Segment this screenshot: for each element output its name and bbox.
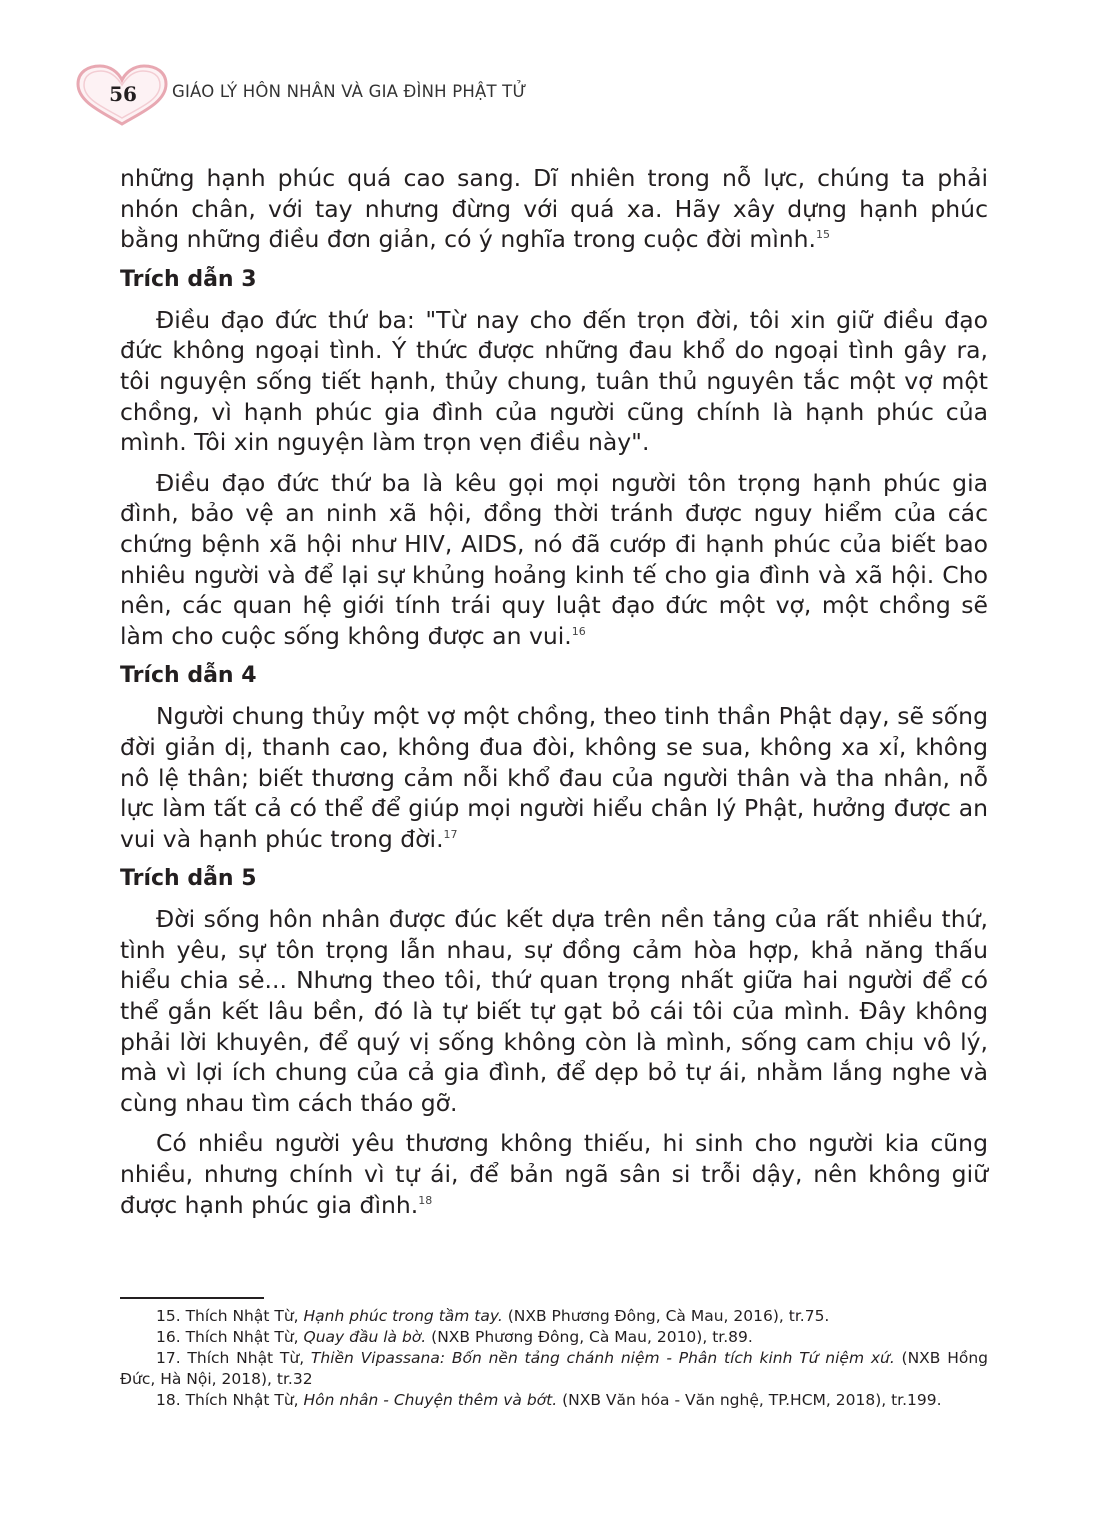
- heading-trich-dan-4: Trích dẫn 4: [120, 663, 257, 689]
- footnote: 16. Thích Nhật Từ, Quay đầu là bờ. (NXB Phương Đông, Cà Mau, 2010), tr.89.: [156, 1328, 753, 1346]
- paragraph-intro: những hạnh phúc quá cao sang. Dĩ nhiên trong nỗ lực, chúng ta phải nhón chân, với tay nhưng đừng với quá xa. Hãy xây dựng hạnh phúc bằng những điều đơn giản, có ý nghĩa trong cuộc đời mình.$^{15}$: [120, 164, 988, 254]
- main-content: [120, 163, 988, 1230]
- running-title: GIÁO LÝ HÔN NHÂN VÀ GIA ĐÌNH PHẬT TỬ: [172, 82, 527, 101]
- footnote: 17. Thích Nhật Từ, Thiền Vipassana: Bốn nền tảng chánh niệm - Phân tích kinh Tứ niệm xứ. (NXB Hồng Đức, Hà Nội, 2018), tr.32: [120, 1349, 988, 1388]
- page-header: [72, 62, 1032, 132]
- heading-trich-dan-5: Trích dẫn 5: [120, 866, 257, 892]
- footnote-ref[interactable]: 15: [816, 228, 830, 242]
- heading-trich-dan-3: Trích dẫn 3: [120, 266, 257, 292]
- footnote-ref[interactable]: 18: [418, 1193, 433, 1207]
- footnote-divider: [120, 1297, 264, 1299]
- paragraph: Người chung thủy một vợ một chồng, theo tinh thần Phật dạy, sẽ sống đời giản dị, thanh cao, không đua đòi, không se sua, không xa xỉ, không nô lệ thân; biết thương cảm nỗi khổ đau của người thân và tha nhân, nỗ lực làm tất cả có thể để giúp mọi người hiểu chân lý Phật, hưởng được an vui và hạnh phúc trong đời.$^{17}$: [120, 702, 988, 853]
- paragraph: Điều đạo đức thứ ba là kêu gọi mọi người tôn trọng hạnh phúc gia đình, bảo vệ an ninh xã hội, đồng thời tránh được nguy hiểm của các chứng bệnh xã hội như HIV, AIDS, nó đã cướp đi hạnh phúc của biết bao nhiêu người và để lại sự khủng hoảng kinh tế cho gia đình và xã hội. Cho nên, các quan hệ giới tính trái quy luật đạo đức một vợ, một chồng sẽ làm cho cuộc sống không được an vui.$^{16}$: [120, 468, 988, 650]
- paragraph: Điều đạo đức thứ ba: "Từ nay cho đến trọn đời, tôi xin giữ điều đạo đức không ngoại tình. Ý thức được những đau khổ do ngoại tình gây ra, tôi nguyện sống tiết hạnh, thủy chung, tuân thủ nguyên tắc một vợ một chồng, vì hạnh phúc gia đình của người cũng chính là hạnh phúc của mình. Tôi xin nguyện làm trọn vẹn điều này".: [120, 305, 988, 457]
- paragraph: Có nhiều người yêu thương không thiếu, hi sinh cho người kia cũng nhiều, nhưng chính vì tự ái, để bản ngã sân si trỗi dậy, nên không giữ được hạnh phúc gia đình.$^{18}$: [120, 1129, 988, 1219]
- footnote-ref[interactable]: 16: [571, 624, 586, 638]
- footnote: 18. Thích Nhật Từ, Hôn nhân - Chuyện thêm và bớt. (NXB Văn hóa - Văn nghệ, TP.HCM, 2018), tr.199.: [156, 1391, 942, 1409]
- footnote: 15. Thích Nhật Từ, Hạnh phúc trong tầm tay. (NXB Phương Đông, Cà Mau, 2016), tr.75.: [156, 1307, 830, 1325]
- footnote-ref[interactable]: 17: [443, 827, 458, 841]
- paragraph: Đời sống hôn nhân được đúc kết dựa trên nền tảng của rất nhiều thứ, tình yêu, sự tôn trọng lẫn nhau, sự đồng cảm hòa hợp, khả năng thấu hiểu chia sẻ... Nhưng theo tôi, thứ quan trọng nhất giữa hai người để có thể gắn kết lâu bền, đó là tự biết tự gạt bỏ cái tôi của mình. Đây không phải lời khuyên, để quý vị sống không còn là mình, sống cam chịu vô lý, mà vì lợi ích chung của cả gia đình, để dẹp bỏ tự ái, nhằm lắng nghe và cùng nhau tìm cách tháo gỡ.: [120, 905, 988, 1117]
- footnotes: [120, 1306, 988, 1411]
- page-number: 56: [109, 82, 137, 106]
